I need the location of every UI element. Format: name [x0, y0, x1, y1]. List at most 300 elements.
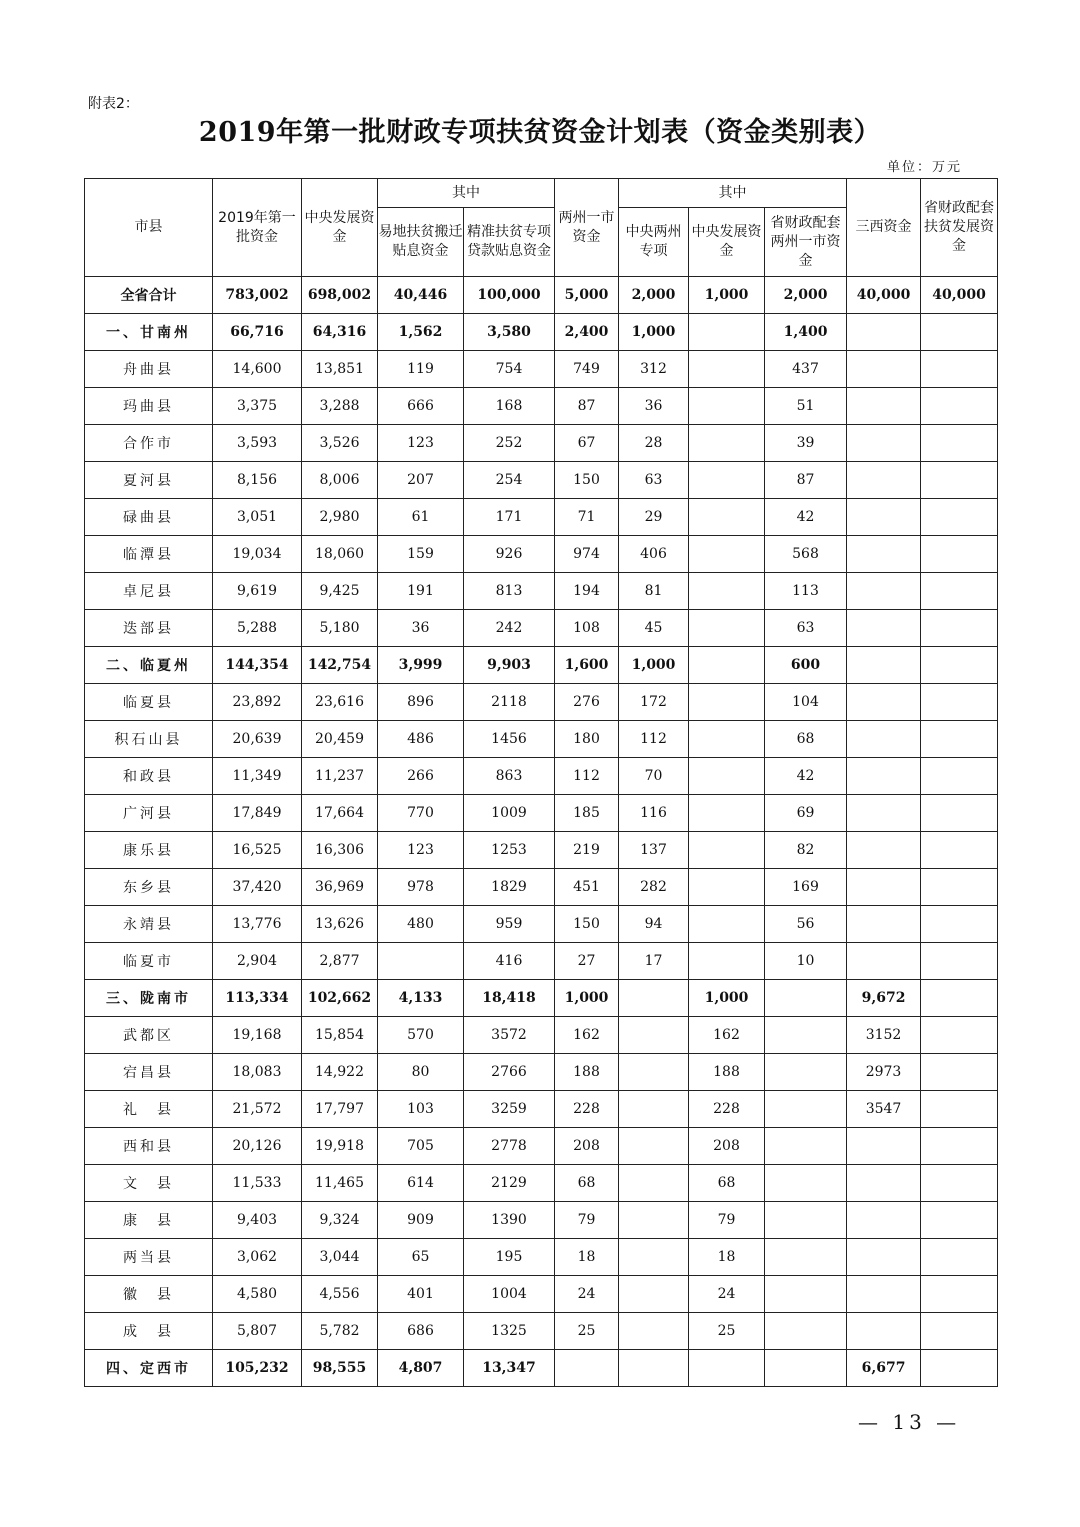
table-cell: 486 — [378, 721, 464, 758]
table-cell — [765, 1350, 847, 1387]
table-cell: 67 — [555, 425, 619, 462]
table-cell: 10 — [765, 943, 847, 980]
row-name-cell: 两当县 — [85, 1239, 213, 1276]
table-cell — [921, 721, 998, 758]
row-name-cell: 全省合计 — [85, 277, 213, 314]
table-cell: 37,420 — [213, 869, 302, 906]
table-cell: 1253 — [464, 832, 555, 869]
table-cell: 3,999 — [378, 647, 464, 684]
table-cell: 1,000 — [619, 314, 689, 351]
table-cell: 25 — [555, 1313, 619, 1350]
table-cell — [847, 1239, 921, 1276]
table-cell: 105,232 — [213, 1350, 302, 1387]
table-cell: 18 — [689, 1239, 765, 1276]
table-cell: 159 — [378, 536, 464, 573]
table-cell: 254 — [464, 462, 555, 499]
table-cell: 19,034 — [213, 536, 302, 573]
table-cell — [689, 1350, 765, 1387]
table-cell: 17,797 — [302, 1091, 378, 1128]
table-cell — [619, 980, 689, 1017]
table-cell — [689, 536, 765, 573]
table-cell — [689, 462, 765, 499]
table-cell: 600 — [765, 647, 847, 684]
table-cell: 79 — [689, 1202, 765, 1239]
table-cell: 188 — [555, 1054, 619, 1091]
table-cell: 3,375 — [213, 388, 302, 425]
header-group-2: 其中 — [619, 179, 847, 208]
table-cell: 2,400 — [555, 314, 619, 351]
table-cell: 28 — [619, 425, 689, 462]
table-row — [85, 1350, 998, 1387]
table-row — [85, 1054, 998, 1091]
table-cell — [689, 906, 765, 943]
table-cell — [689, 351, 765, 388]
table-cell: 27 — [555, 943, 619, 980]
table-body — [85, 277, 998, 1387]
table-cell — [847, 314, 921, 351]
table-cell: 81 — [619, 573, 689, 610]
header-county: 市县 — [85, 179, 213, 277]
table-cell — [847, 1276, 921, 1313]
table-cell — [619, 1165, 689, 1202]
table-cell — [921, 943, 998, 980]
table-cell: 13,626 — [302, 906, 378, 943]
table-cell: 4,133 — [378, 980, 464, 1017]
table-cell: 11,237 — [302, 758, 378, 795]
table-cell — [847, 684, 921, 721]
table-cell — [921, 351, 998, 388]
table-cell: 144,354 — [213, 647, 302, 684]
table-cell — [619, 1350, 689, 1387]
table-cell: 9,903 — [464, 647, 555, 684]
table-cell — [619, 1202, 689, 1239]
table-cell — [555, 1350, 619, 1387]
table-cell: 16,525 — [213, 832, 302, 869]
table-cell: 185 — [555, 795, 619, 832]
table-cell: 1390 — [464, 1202, 555, 1239]
table-cell — [921, 832, 998, 869]
table-cell: 749 — [555, 351, 619, 388]
table-cell: 63 — [619, 462, 689, 499]
row-name-cell: 宕昌县 — [85, 1054, 213, 1091]
table-cell: 978 — [378, 869, 464, 906]
row-name-cell: 三、陇南市 — [85, 980, 213, 1017]
table-cell: 1456 — [464, 721, 555, 758]
table-cell: 2118 — [464, 684, 555, 721]
table-row — [85, 1276, 998, 1313]
table-cell: 40,000 — [847, 277, 921, 314]
table-cell: 16,306 — [302, 832, 378, 869]
table-cell: 188 — [689, 1054, 765, 1091]
table-cell — [921, 536, 998, 573]
unit-label: 单位：万元 — [886, 160, 962, 175]
table-cell: 2,904 — [213, 943, 302, 980]
table-cell: 103 — [378, 1091, 464, 1128]
table-cell: 974 — [555, 536, 619, 573]
table-cell: 171 — [464, 499, 555, 536]
row-name-cell: 礼 县 — [85, 1091, 213, 1128]
row-name-cell: 舟曲县 — [85, 351, 213, 388]
table-row — [85, 388, 998, 425]
table-cell — [921, 684, 998, 721]
table-cell: 451 — [555, 869, 619, 906]
table-row — [85, 425, 998, 462]
table-cell: 2,877 — [302, 943, 378, 980]
table-row — [85, 721, 998, 758]
table-cell: 3,062 — [213, 1239, 302, 1276]
header-sanxi: 三西资金 — [847, 179, 921, 277]
table-cell — [847, 1165, 921, 1202]
table-cell — [378, 943, 464, 980]
table-cell: 18,060 — [302, 536, 378, 573]
row-name-cell: 迭部县 — [85, 610, 213, 647]
table-row — [85, 314, 998, 351]
table-cell — [921, 1313, 998, 1350]
table-cell: 4,580 — [213, 1276, 302, 1313]
table-cell: 3572 — [464, 1017, 555, 1054]
table-cell: 20,126 — [213, 1128, 302, 1165]
table-cell: 9,324 — [302, 1202, 378, 1239]
row-name-cell: 临夏县 — [85, 684, 213, 721]
table-cell: 13,851 — [302, 351, 378, 388]
table-cell — [921, 1091, 998, 1128]
table-cell — [921, 314, 998, 351]
table-cell — [847, 906, 921, 943]
table-cell: 686 — [378, 1313, 464, 1350]
header-central-dev: 中央发展资金 — [302, 179, 378, 277]
table-cell: 3,044 — [302, 1239, 378, 1276]
table-cell — [689, 795, 765, 832]
table-cell — [847, 721, 921, 758]
row-name-cell: 二、临夏州 — [85, 647, 213, 684]
table-row — [85, 1091, 998, 1128]
table-cell — [847, 943, 921, 980]
table-cell: 13,776 — [213, 906, 302, 943]
table-row — [85, 499, 998, 536]
table-cell: 1004 — [464, 1276, 555, 1313]
table-cell: 1829 — [464, 869, 555, 906]
table-cell: 69 — [765, 795, 847, 832]
table-cell — [921, 1017, 998, 1054]
table-cell — [847, 832, 921, 869]
header-precision: 精准扶贫专项贷款贴息资金 — [464, 208, 555, 277]
table-cell — [847, 1202, 921, 1239]
table-cell — [689, 943, 765, 980]
row-name-cell: 文 县 — [85, 1165, 213, 1202]
table-row — [85, 1202, 998, 1239]
table-cell — [689, 721, 765, 758]
table-cell: 770 — [378, 795, 464, 832]
table-row — [85, 684, 998, 721]
table-cell: 5,807 — [213, 1313, 302, 1350]
table-cell: 63 — [765, 610, 847, 647]
header-provincial-match: 省财政配套两州一市资金 — [765, 208, 847, 277]
table-cell — [847, 610, 921, 647]
table-cell: 11,465 — [302, 1165, 378, 1202]
table-cell: 162 — [555, 1017, 619, 1054]
table-cell: 570 — [378, 1017, 464, 1054]
table-cell — [619, 1276, 689, 1313]
table-cell: 14,922 — [302, 1054, 378, 1091]
table-cell — [765, 1054, 847, 1091]
table-row — [85, 832, 998, 869]
table-cell: 2,000 — [619, 277, 689, 314]
table-cell: 68 — [689, 1165, 765, 1202]
table-cell — [847, 795, 921, 832]
row-name-cell: 临潭县 — [85, 536, 213, 573]
table-cell: 19,918 — [302, 1128, 378, 1165]
table-cell — [765, 1239, 847, 1276]
table-cell: 5,180 — [302, 610, 378, 647]
table-cell — [847, 388, 921, 425]
table-row — [85, 1239, 998, 1276]
table-cell: 2,000 — [765, 277, 847, 314]
table-cell: 65 — [378, 1239, 464, 1276]
table-cell: 9,425 — [302, 573, 378, 610]
table-cell: 9,672 — [847, 980, 921, 1017]
table-cell — [689, 573, 765, 610]
table-cell — [921, 573, 998, 610]
table-cell: 4,556 — [302, 1276, 378, 1313]
row-name-cell: 东乡县 — [85, 869, 213, 906]
table-cell: 401 — [378, 1276, 464, 1313]
table-cell — [847, 425, 921, 462]
table-row — [85, 980, 998, 1017]
table-row — [85, 1165, 998, 1202]
row-name-cell: 碌曲县 — [85, 499, 213, 536]
table-cell — [847, 1128, 921, 1165]
table-cell: 228 — [689, 1091, 765, 1128]
table-cell: 20,639 — [213, 721, 302, 758]
table-cell: 40,446 — [378, 277, 464, 314]
table-cell: 480 — [378, 906, 464, 943]
table-cell: 17 — [619, 943, 689, 980]
table-cell: 3,580 — [464, 314, 555, 351]
table-row — [85, 795, 998, 832]
table-cell: 705 — [378, 1128, 464, 1165]
table-cell: 21,572 — [213, 1091, 302, 1128]
table-cell — [921, 1202, 998, 1239]
table-cell: 112 — [555, 758, 619, 795]
table-cell: 36,969 — [302, 869, 378, 906]
table-cell: 3547 — [847, 1091, 921, 1128]
row-name-cell: 合作市 — [85, 425, 213, 462]
table-cell: 194 — [555, 573, 619, 610]
table-cell: 416 — [464, 943, 555, 980]
table-cell — [847, 351, 921, 388]
table-cell — [921, 1128, 998, 1165]
table-cell: 172 — [619, 684, 689, 721]
table-row — [85, 943, 998, 980]
table-cell: 79 — [555, 1202, 619, 1239]
row-name-cell: 广河县 — [85, 795, 213, 832]
table-cell — [765, 1128, 847, 1165]
table-cell — [689, 388, 765, 425]
table-cell: 98,555 — [302, 1350, 378, 1387]
table-cell: 150 — [555, 906, 619, 943]
table-cell: 113 — [765, 573, 847, 610]
table-cell: 123 — [378, 425, 464, 462]
table-cell: 36 — [619, 388, 689, 425]
table-cell: 45 — [619, 610, 689, 647]
table-cell: 614 — [378, 1165, 464, 1202]
table-cell: 71 — [555, 499, 619, 536]
table-cell: 191 — [378, 573, 464, 610]
table-cell: 80 — [378, 1054, 464, 1091]
table-cell: 68 — [765, 721, 847, 758]
table-cell: 3152 — [847, 1017, 921, 1054]
row-name-cell: 夏河县 — [85, 462, 213, 499]
table-cell: 219 — [555, 832, 619, 869]
row-name-cell: 玛曲县 — [85, 388, 213, 425]
table-cell — [921, 795, 998, 832]
table-cell: 5,288 — [213, 610, 302, 647]
table-cell: 61 — [378, 499, 464, 536]
table-cell: 1009 — [464, 795, 555, 832]
table-cell: 2778 — [464, 1128, 555, 1165]
table-cell: 82 — [765, 832, 847, 869]
table-cell: 18,083 — [213, 1054, 302, 1091]
table-cell: 312 — [619, 351, 689, 388]
table-row — [85, 277, 998, 314]
table-cell — [619, 1128, 689, 1165]
table-cell: 17,849 — [213, 795, 302, 832]
table-cell: 896 — [378, 684, 464, 721]
table-cell: 252 — [464, 425, 555, 462]
table-cell: 39 — [765, 425, 847, 462]
table-cell: 666 — [378, 388, 464, 425]
table-cell — [765, 1165, 847, 1202]
row-name-cell: 徽 县 — [85, 1276, 213, 1313]
table-cell — [921, 906, 998, 943]
table-cell: 207 — [378, 462, 464, 499]
table-cell: 863 — [464, 758, 555, 795]
table-cell — [921, 610, 998, 647]
table-cell: 926 — [464, 536, 555, 573]
table-cell — [765, 1276, 847, 1313]
table-cell: 40,000 — [921, 277, 998, 314]
table-cell — [689, 832, 765, 869]
table-cell — [921, 462, 998, 499]
table-cell: 11,349 — [213, 758, 302, 795]
table-cell: 8,006 — [302, 462, 378, 499]
table-cell — [689, 647, 765, 684]
table-cell: 68 — [555, 1165, 619, 1202]
table-cell: 116 — [619, 795, 689, 832]
table-cell: 9,403 — [213, 1202, 302, 1239]
table-cell: 87 — [555, 388, 619, 425]
row-name-cell: 西和县 — [85, 1128, 213, 1165]
table-cell — [847, 647, 921, 684]
table-cell: 1,000 — [689, 980, 765, 1017]
table-cell: 100,000 — [464, 277, 555, 314]
header-batch-total: 2019年第一批资金 — [213, 179, 302, 277]
table-cell: 29 — [619, 499, 689, 536]
table-cell: 56 — [765, 906, 847, 943]
table-cell — [689, 869, 765, 906]
table-cell: 959 — [464, 906, 555, 943]
table-row — [85, 1313, 998, 1350]
row-name-cell: 临夏市 — [85, 943, 213, 980]
table-cell: 813 — [464, 573, 555, 610]
table-cell: 8,156 — [213, 462, 302, 499]
header-central-dev-fund: 中央发展资金 — [689, 208, 765, 277]
table-cell — [619, 1313, 689, 1350]
table-row — [85, 573, 998, 610]
row-name-cell: 武都区 — [85, 1017, 213, 1054]
page-number: — 13 — — [858, 1410, 961, 1434]
table-cell: 1,000 — [689, 277, 765, 314]
table-cell: 2,980 — [302, 499, 378, 536]
table-cell: 568 — [765, 536, 847, 573]
table-row — [85, 462, 998, 499]
table-row — [85, 610, 998, 647]
table-cell: 51 — [765, 388, 847, 425]
document-title: 2019年第一批财政专项扶贫资金计划表（资金类别表） — [198, 117, 882, 148]
table-cell: 25 — [689, 1313, 765, 1350]
table-cell — [921, 425, 998, 462]
table-cell — [689, 610, 765, 647]
table-cell: 119 — [378, 351, 464, 388]
table-cell: 2973 — [847, 1054, 921, 1091]
table-cell: 168 — [464, 388, 555, 425]
table-cell — [847, 1313, 921, 1350]
table-cell: 15,854 — [302, 1017, 378, 1054]
table-cell: 5,000 — [555, 277, 619, 314]
table-cell — [921, 758, 998, 795]
table-cell — [847, 869, 921, 906]
table-cell — [847, 758, 921, 795]
table-row — [85, 351, 998, 388]
table-cell: 282 — [619, 869, 689, 906]
table-cell: 137 — [619, 832, 689, 869]
fund-table — [84, 178, 998, 1387]
table-cell — [689, 684, 765, 721]
header-provincial-poverty: 省财政配套扶贫发展资金 — [921, 179, 998, 277]
table-cell: 783,002 — [213, 277, 302, 314]
table-cell: 18 — [555, 1239, 619, 1276]
table-row — [85, 1017, 998, 1054]
table-row — [85, 758, 998, 795]
table-cell: 909 — [378, 1202, 464, 1239]
table-cell: 242 — [464, 610, 555, 647]
table-cell: 42 — [765, 499, 847, 536]
table-cell: 1,562 — [378, 314, 464, 351]
table-cell: 20,459 — [302, 721, 378, 758]
table-row — [85, 906, 998, 943]
table-cell: 266 — [378, 758, 464, 795]
table-cell: 1,400 — [765, 314, 847, 351]
table-cell: 698,002 — [302, 277, 378, 314]
table-cell — [921, 1350, 998, 1387]
table-cell: 1,000 — [619, 647, 689, 684]
annex-label: 附表2： — [88, 96, 139, 112]
row-name-cell: 卓尼县 — [85, 573, 213, 610]
table-cell — [619, 1017, 689, 1054]
table-cell: 162 — [689, 1017, 765, 1054]
table-cell — [921, 1165, 998, 1202]
table-cell: 1325 — [464, 1313, 555, 1350]
table-cell — [847, 573, 921, 610]
row-name-cell: 永靖县 — [85, 906, 213, 943]
table-cell: 1,000 — [555, 980, 619, 1017]
table-cell: 150 — [555, 462, 619, 499]
table-cell: 42 — [765, 758, 847, 795]
table-cell: 3,593 — [213, 425, 302, 462]
table-cell: 104 — [765, 684, 847, 721]
table-cell — [921, 1276, 998, 1313]
table-cell: 9,619 — [213, 573, 302, 610]
